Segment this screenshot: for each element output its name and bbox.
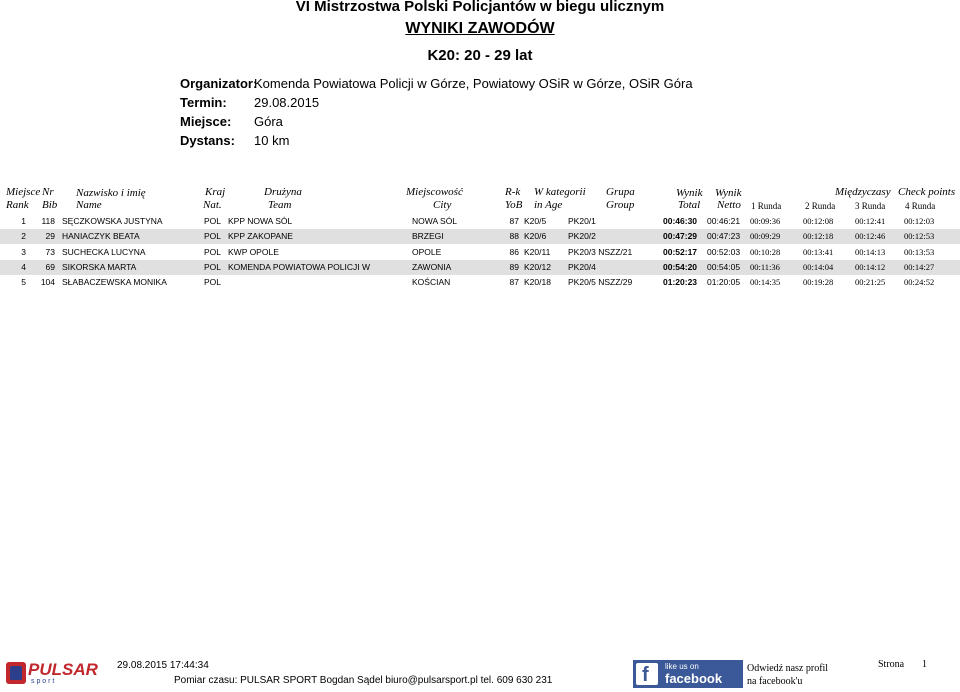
- cell-team: KPP ZAKOPANE: [228, 231, 293, 241]
- cell-cat: K20/6: [524, 231, 547, 241]
- col-round4: 4 Runda: [905, 201, 936, 211]
- cell-rank: 3: [21, 247, 26, 257]
- cell-netto: 01:20:05: [707, 277, 741, 287]
- table-row: [0, 214, 960, 229]
- place-label: Miejsce:: [180, 114, 232, 129]
- cell-r4: 00:12:03: [904, 216, 935, 226]
- cell-r4: 00:13:53: [904, 247, 935, 257]
- cell-yob: 87: [509, 216, 519, 226]
- table-row: [0, 260, 960, 275]
- col-round2: 2 Runda: [805, 201, 836, 211]
- cell-yob: 88: [509, 231, 519, 241]
- cell-total: 00:46:30: [663, 216, 698, 226]
- cell-r3: 00:21:25: [855, 277, 886, 287]
- table-row: [0, 229, 960, 244]
- cell-netto: 00:46:21: [707, 216, 741, 226]
- cell-city: ZAWONIA: [412, 262, 452, 272]
- cell-city: BRZEGI: [412, 231, 444, 241]
- cell-team: KOMENDA POWIATOWA POLICJI W: [228, 262, 370, 272]
- cell-cat: K20/5: [524, 216, 547, 226]
- cell-netto: 00:52:03: [707, 247, 741, 257]
- col-group: Group: [606, 199, 635, 211]
- cell-r2: 00:12:18: [803, 231, 834, 241]
- col-nat: Nat.: [203, 199, 222, 211]
- cell-rank: 2: [21, 231, 26, 241]
- cell-rank: 4: [21, 262, 26, 272]
- visit-profile-line2: na facebook'u: [747, 676, 803, 687]
- facebook-like-badge[interactable]: f like us on facebook: [633, 660, 743, 688]
- col-miedzyczasy: Międzyczasy: [835, 186, 891, 198]
- cell-cat: K20/12: [524, 262, 551, 272]
- cell-yob: 86: [509, 247, 519, 257]
- cell-group: PK20/2: [568, 231, 596, 241]
- distance-label: Dystans:: [180, 133, 235, 148]
- col-wkat: W kategorii: [534, 186, 586, 198]
- cell-r3: 00:14:12: [855, 262, 886, 272]
- facebook-icon: f: [636, 663, 658, 685]
- cell-nat: POL: [204, 277, 222, 287]
- cell-nat: POL: [204, 231, 222, 241]
- cell-r2: 00:14:04: [803, 262, 834, 272]
- cell-r4: 00:14:27: [904, 262, 935, 272]
- table-row: [0, 275, 960, 290]
- title-event: VI Mistrzostwa Polski Policjantów w biegu ulicznym: [295, 0, 665, 15]
- cell-r3: 00:12:46: [855, 231, 886, 241]
- visit-profile-line1: Odwiedź nasz profil: [747, 663, 829, 674]
- col-netto: Netto: [717, 199, 741, 211]
- cell-yob: 89: [509, 262, 519, 272]
- pulsar-logo: PULSAR s p o r t: [6, 660, 76, 688]
- cell-r4: 00:12:53: [904, 231, 935, 241]
- place-value: Góra: [254, 114, 283, 129]
- organizer-label: Organizator:: [180, 76, 258, 91]
- cell-name: SIKORSKA MARTA: [62, 262, 137, 272]
- cell-r2: 00:13:41: [803, 247, 834, 257]
- cell-netto: 00:54:05: [707, 262, 741, 272]
- col-rank: Rank: [6, 199, 29, 211]
- cell-cat: K20/18: [524, 277, 551, 287]
- timing-credit: Pomiar czasu: PULSAR SPORT Bogdan Sądel biuro@pulsarsport.pl tel. 609 630 231: [174, 675, 553, 686]
- cell-bib: 73: [45, 247, 55, 257]
- cell-nat: POL: [204, 247, 222, 257]
- title-results: WYNIKI ZAWODÓW: [405, 20, 555, 37]
- cell-team: KWP OPOLE: [228, 247, 279, 257]
- print-datetime: 29.08.2015 17:44:34: [117, 660, 209, 671]
- cell-r1: 00:14:35: [750, 277, 781, 287]
- cell-r2: 00:12:08: [803, 216, 834, 226]
- cell-bib: 69: [45, 262, 55, 272]
- col-round1: 1 Runda: [751, 201, 782, 211]
- cell-netto: 00:47:23: [707, 231, 741, 241]
- cell-group: PK20/3 NSZZ/21: [568, 247, 633, 257]
- cell-name: SUCHECKA LUCYNA: [62, 247, 146, 257]
- col-team: Team: [268, 199, 292, 211]
- cell-r1: 00:09:29: [750, 231, 781, 241]
- distance-value: 10 km: [254, 133, 290, 148]
- col-total: Total: [678, 199, 701, 211]
- cell-bib: 118: [41, 216, 55, 226]
- col-checkpoints: Check points: [898, 186, 956, 198]
- col-wynik: Wynik: [676, 187, 703, 199]
- cell-r1: 00:11:36: [750, 262, 780, 272]
- col-wynik2: Wynik: [715, 187, 742, 199]
- date-label: Termin:: [180, 95, 227, 110]
- cell-r1: 00:09:36: [750, 216, 781, 226]
- cell-r4: 00:24:52: [904, 277, 935, 287]
- col-druzyna: Drużyna: [264, 186, 302, 198]
- cell-r1: 00:10:28: [750, 247, 781, 257]
- col-round3: 3 Runda: [855, 201, 886, 211]
- date-value: 29.08.2015: [254, 95, 320, 110]
- col-nazwisko: Nazwisko i imię: [76, 187, 146, 199]
- cell-rank: 1: [21, 216, 26, 226]
- cell-total: 00:52:17: [663, 247, 698, 257]
- cell-name: HANIACZYK BEATA: [62, 231, 140, 241]
- cell-group: PK20/4: [568, 262, 596, 272]
- col-name: Name: [76, 199, 102, 211]
- cell-r3: 00:14:13: [855, 247, 886, 257]
- organizer-value: Komenda Powiatowa Policji w Górze, Powiatowy OSiR w Górze, OSiR Góra: [254, 76, 693, 91]
- title-category: K20: 20 - 29 lat: [427, 47, 533, 64]
- col-miejsce: Miejsce: [6, 186, 41, 198]
- col-nr: Nr: [42, 186, 54, 198]
- cell-nat: POL: [204, 216, 222, 226]
- cell-r2: 00:19:28: [803, 277, 834, 287]
- col-rk: R-k: [505, 186, 521, 198]
- page-label: Strona: [878, 659, 905, 670]
- cell-group: PK20/5 NSZZ/29: [568, 277, 633, 287]
- cell-cat: K20/11: [524, 247, 551, 257]
- cell-city: NOWA SÓL: [412, 216, 458, 226]
- cell-city: OPOLE: [412, 247, 442, 257]
- col-yob: YoB: [505, 199, 523, 211]
- cell-total: 00:54:20: [663, 262, 698, 272]
- cell-bib: 29: [45, 231, 55, 241]
- cell-nat: POL: [204, 262, 222, 272]
- cell-yob: 87: [509, 277, 519, 287]
- cell-total: 01:20:23: [663, 277, 698, 287]
- cell-name: SŁABACZEWSKA MONIKA: [62, 277, 167, 287]
- cell-bib: 104: [40, 277, 55, 287]
- col-bib: Bib: [42, 199, 58, 211]
- cell-team: KPP NOWA SÓL: [228, 216, 293, 226]
- cell-city: KOŚCIAN: [412, 277, 451, 287]
- cell-name: SĘCZKOWSKA JUSTYNA: [62, 216, 163, 226]
- page-number: 1: [922, 659, 927, 670]
- cell-total: 00:47:29: [663, 231, 698, 241]
- col-miejscowosc: Miejscowość: [406, 186, 463, 198]
- col-inage: in Age: [534, 199, 563, 211]
- cell-group: PK20/1: [568, 216, 596, 226]
- cell-r3: 00:12:41: [855, 216, 886, 226]
- cell-rank: 5: [21, 277, 26, 287]
- table-row: [0, 245, 960, 260]
- col-grupa: Grupa: [606, 186, 635, 198]
- col-kraj: Kraj: [205, 186, 226, 198]
- col-city: City: [433, 199, 452, 211]
